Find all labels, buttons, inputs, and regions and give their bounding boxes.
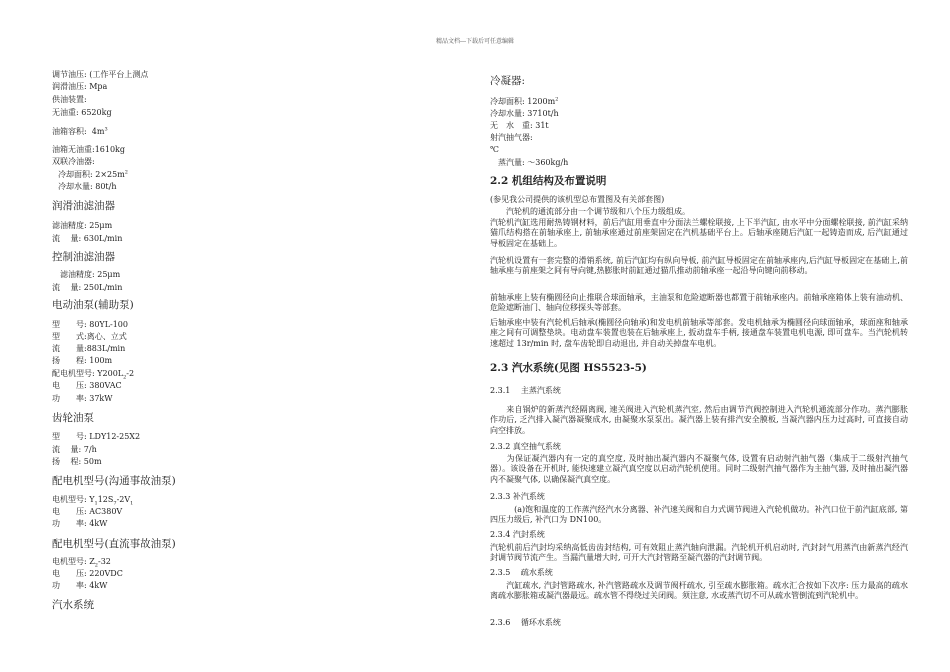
spec-line: 型 号: 80YL-100 [52,320,128,329]
subsection-title: 2.3.2 真空抽气系统 [490,442,561,451]
subsection-title: 2.3.1 主蒸汽系统 [490,386,561,395]
spec-line: 型 式:离心、立式 [52,332,127,341]
spec-line: 电 压: 220VDC [52,569,123,578]
section-title: 电动油泵(辅助泵) [52,299,134,311]
spec-line: 无油重: 6520kg [52,108,112,117]
page-header: 精品文档---下载后可任意编辑 [435,38,515,45]
spec-line: 型 号: LDY12-25X2 [52,432,141,441]
spec-line: 润滑油压: Mpa [52,82,108,91]
spec-line: 滤油精度: 25μm [60,270,121,279]
paragraph: 来自锅炉的新蒸汽经隔离阀, 速关阀进入汽轮机蒸汽室, 然后由调节汽阀控制进入汽轮机通流部分作功。蒸汽膨胀作功后, 乏汽排入凝汽器凝聚成水, 由凝聚水泵泵出。凝汽器上装有排汽安全膜板, 当凝汽器内压力过高时, 可直接自动向空排放。 [490,405,908,435]
paragraph: 为保证凝汽器内有一定的真空度, 及时抽出凝汽器内不凝聚气体, 设置有启动射汽抽气器（集成于二级射汽抽气器）。该设备在开机时, 能快速建立凝汽真空度以启动汽轮机使用。同时二级射汽抽气器作为主抽气器, 及时抽出凝汽器内不凝聚气体, 以确保凝汽真空度。 [490,454,908,484]
spec-line: ℃ [490,145,499,154]
spec-line: 供油装置: [52,95,87,104]
spec-line: 功 率: 4kW [52,581,108,590]
spec-line: 功 率: 4kW [52,519,108,528]
spec-line: 电 压: 380VAC [52,381,122,390]
spec-line: 冷却水量: 80t/h [58,182,117,191]
subsection-title: 2.3.6 循环水系统 [490,618,561,627]
spec-line: 电 压: AC380V [52,507,123,516]
spec-line: 冷却水量: 3710t/h [490,109,559,118]
spec-line: 双联冷油器: [52,157,95,166]
paragraph: 后轴承座中装有汽轮机后轴承(椭圆径向轴承)和发电机前轴承等部套。发电机轴承为椭圆径向球面轴承，球面座和轴承座之间有可调整垫块。电动盘车装置也装在后轴承座上, 扳动盘车手柄, 接通盘车装置电机电源, 即可盘车。当汽轮机转速超过 13r/min 时, 盘车齿轮即自动退出, 并自动关掉盘车电机。 [490,318,908,348]
spec-line: 蒸汽量: ～360kg/h [490,158,569,167]
cooling-area: 冷却面积: $2\times 25m^2$ [58,169,128,179]
spec-line: 功 率: 37kW [52,394,113,403]
section-title: 齿轮油泵 [52,412,94,424]
section-title: 配电机型号(沟通事故油泵) [52,475,176,487]
paragraph: (a)饱和温度的工作蒸汽经汽水分离器、补汽速关阀和自力式调节阀进入汽轮机做功。补汽口位于前汽缸底部, 第四压力级后, 补汽口为 DN100。 [490,505,908,525]
paragraph: 汽轮机汽缸选用耐热铸钢材料，前后汽缸用垂直中分面法兰螺栓联接, 上下半汽缸, 由水平中分面螺栓联接, 前汽缸采纳猫爪结构搭在前轴承座上, 前轴承座通过前座架固定在汽机基础平台上。后轴承座随后汽缸一起铸造而成, 后汽缸通过导板固定在基础上。 [490,218,908,248]
paragraph: 汽轮机前后汽封均采纳高低齿齿封结构, 可有效阻止蒸汽轴向泄漏。汽轮机开机启动时, 汽封封气用蒸汽由新蒸汽经汽封调节阀节流产生。当漏汽量增大时, 可开大汽封管路至凝汽器的汽封调节阀。 [490,543,908,563]
spec-line: 流 量: 250L/min [52,283,123,292]
ac-motor-model: 电机型号: $Y_112S_7-2V_1$ [52,495,134,507]
cool-area: 冷却面积: $1200m^2$ [490,96,559,106]
spec-line: 流 量: 630L/min [52,234,123,243]
subsection-title: 2.3.5 疏水系统 [490,568,553,577]
dc-motor-model: 电机型号: $Z_2-32$ [52,557,111,569]
spec-line: 滤油精度: 25μm [52,221,113,230]
paragraph: 汽轮机设置有一套完整的滑销系统, 前后汽缸均有纵向导板, 前汽缸导板固定在前轴承座内,后汽缸导板固定在基础上,前轴承座与前座架之间有导向键,热膨胀时前缸通过猫爪推动前轴承座一起沿导向键向前移动。 [490,256,908,276]
section-heading: 2.3 汽水系统(见图 HS5523-5) [490,362,647,374]
subsection-title: 2.3.4 汽封系统 [490,530,545,539]
pump-motor-model: 配电机型号: $Y200L_2-2$ [52,369,135,381]
paragraph: 汽轮机的通流部分由一个调节级和八个压力级组成。 [490,207,690,216]
note: (参见我公司提供的该机型总布置图及有关部套图) [490,195,665,204]
spec-line: 射汽抽气器: [490,133,533,142]
spec-line: 无 水 重: 31t [490,121,549,130]
section-title: 汽水系统 [52,599,94,611]
spec-line: 调节油压: (工作平台上测点 [52,70,149,79]
section-title: 配电机型号(直流事故油泵) [52,538,176,550]
paragraph: 汽缸疏水, 汽封管路疏水, 补汽管路疏水及调节阀杆疏水, 引至疏水膨胀箱。疏水汇合按如下次序: 压力最高的疏水离疏水膨胀箱或凝汽器最远。疏水管不得绕过关闭阀。须注意, 水或蒸汽切不可从疏水管倒流到汽轮机中。 [490,581,908,601]
section-title: 控制油滤油器 [52,251,115,263]
spec-line: 扬 程: 100m [52,356,113,365]
spec-line: 扬 程: 50m [52,457,102,466]
paragraph: 前轴承座上装有椭圆径向止推联合球面轴承，主油泵和危险遮断器也都置于前轴承座内。前轴承座箱体上装有油动机、危险遮断油门、轴向位移探头等部套。 [490,293,908,313]
section-title: 润滑油滤油器 [52,200,115,212]
tank-volume: 油箱容积: $4m^3$ [52,126,108,136]
spec-line: 流 量: 7/h [52,445,97,454]
spec-line: 流 量:883L/min [52,344,126,353]
subsection-title: 2.3.3 补汽系统 [490,492,545,501]
section-heading: 2.2 机组结构及布置说明 [490,175,607,187]
spec-line: 油箱无油重:1610kg [52,145,126,154]
section-title: 冷凝器: [490,75,526,87]
